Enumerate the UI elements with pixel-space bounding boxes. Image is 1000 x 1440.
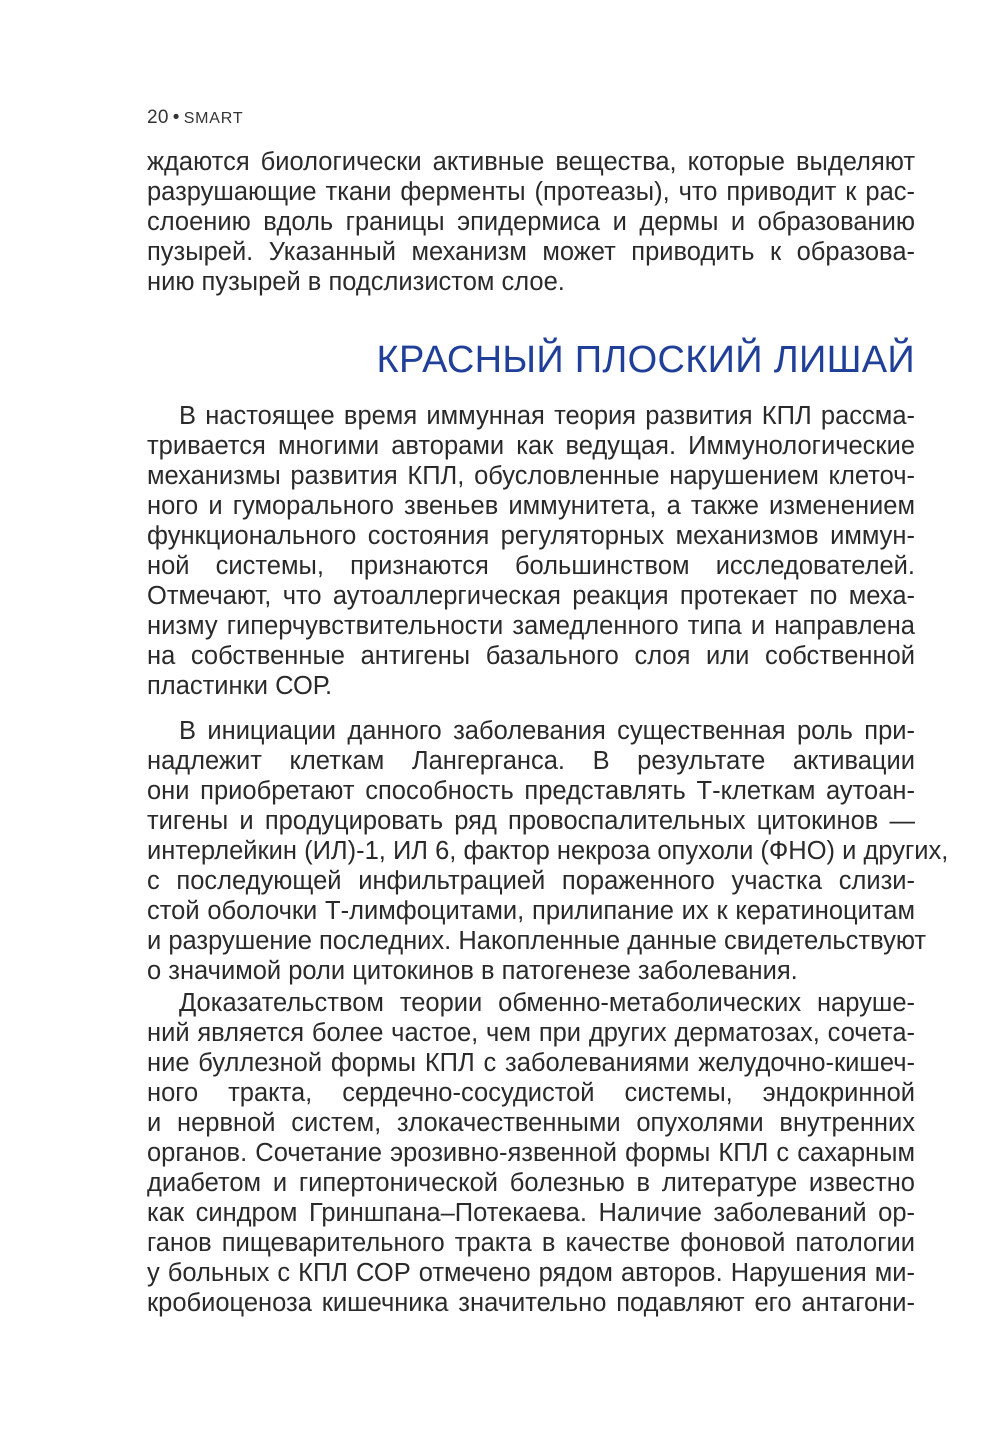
section-title: КРАСНЫЙ ПЛОСКИЙ ЛИШАЙ xyxy=(376,339,915,381)
text-line: стой оболочки Т-лимфоцитами, прилипание их к кератиноцитам xyxy=(147,897,915,925)
text-line: разрушающие ткани ферменты (протеазы), что приводит к рас- xyxy=(147,178,915,206)
text-line: тривается многими авторами как ведущая. Иммунологические xyxy=(147,432,915,460)
text-line: и разрушение последних. Накопленные данные свидетельствуют xyxy=(147,927,927,955)
text-line: ние буллезной формы КПЛ с заболеваниями желудочно-кишеч- xyxy=(147,1049,915,1077)
text-line: у больных с КПЛ СОР отмечено рядом авторов. Нарушения ми- xyxy=(147,1259,915,1287)
text-line: они приобретают способность представлять Т-клеткам аутоан- xyxy=(147,777,915,805)
text-line: ной системы, признаются большинством исследователей. xyxy=(147,552,915,580)
text-line: кробиоценоза кишечника значительно подавляют его антагони- xyxy=(147,1289,915,1317)
header-separator: • xyxy=(172,107,180,128)
text-line: и нервной систем, злокачественными опухолями внутренних xyxy=(147,1109,915,1137)
paragraph xyxy=(147,716,949,986)
text-line: ного и гуморального звеньев иммунитета, а также изменением xyxy=(147,492,915,520)
text-line: на собственные антигены базального слоя или собственной xyxy=(147,642,915,670)
text-line: тигены и продуцировать ряд провоспалительных цитокинов — xyxy=(147,807,915,835)
text-line: слоению вдоль границы эпидермиса и дермы и образованию xyxy=(147,208,915,236)
paragraph xyxy=(147,988,915,1318)
paragraph xyxy=(147,401,915,701)
text-line: органов. Сочетание эрозивно-язвенной формы КПЛ с сахарным xyxy=(147,1139,915,1167)
text-line: ний является более частое, чем при других дерматозах, сочета- xyxy=(147,1019,915,1047)
text-line: надлежит клеткам Лангерганса. В результате активации xyxy=(147,747,915,775)
running-head xyxy=(147,107,243,129)
text-line: нию пузырей в подслизистом слое. xyxy=(147,268,565,296)
text-line: диабетом и гипертонической болезнью в литературе известно xyxy=(147,1169,915,1197)
book-page xyxy=(147,0,949,1440)
text-line: ждаются биологически активные вещества, которые выделяют xyxy=(147,148,915,176)
text-line: как синдром Гриншпана–Потекаева. Наличие заболеваний ор- xyxy=(147,1199,915,1227)
text-line: пластинки СОР. xyxy=(147,672,333,700)
text-line: ного тракта, сердечно-сосудистой системы, эндокринной xyxy=(147,1079,915,1107)
paragraph-continued xyxy=(147,147,915,297)
page-number: 20 xyxy=(147,107,169,128)
text-line: механизмы развития КПЛ, обусловленные нарушением клеточ- xyxy=(147,462,915,490)
text-line: интерлейкин (ИЛ)-1, ИЛ 6, фактор некроза опухоли (ФНО) и других, xyxy=(147,837,949,865)
text-line: о значимой роли цитокинов в патогенезе заболевания. xyxy=(147,957,798,985)
series-brand: SMART xyxy=(183,110,244,127)
text-line: Доказательством теории обменно-метаболических наруше- xyxy=(179,989,915,1017)
text-line: с последующей инфильтрацией пораженного участка слизи- xyxy=(147,867,915,895)
text-line: Отмечают, что аутоаллергическая реакция протекает по меха- xyxy=(147,582,915,610)
text-line: ганов пищеварительного тракта в качестве фоновой патологии xyxy=(147,1229,915,1257)
text-line: низму гиперчувствительности замедленного типа и направлена xyxy=(147,612,915,640)
text-line: пузырей. Указанный механизм может приводить к образова- xyxy=(147,238,915,266)
text-line: функционального состояния регуляторных механизмов иммун- xyxy=(147,522,915,550)
text-line: В настоящее время иммунная теория развития КПЛ рассма- xyxy=(179,402,915,430)
text-line: В инициации данного заболевания существенная роль при- xyxy=(179,717,915,745)
